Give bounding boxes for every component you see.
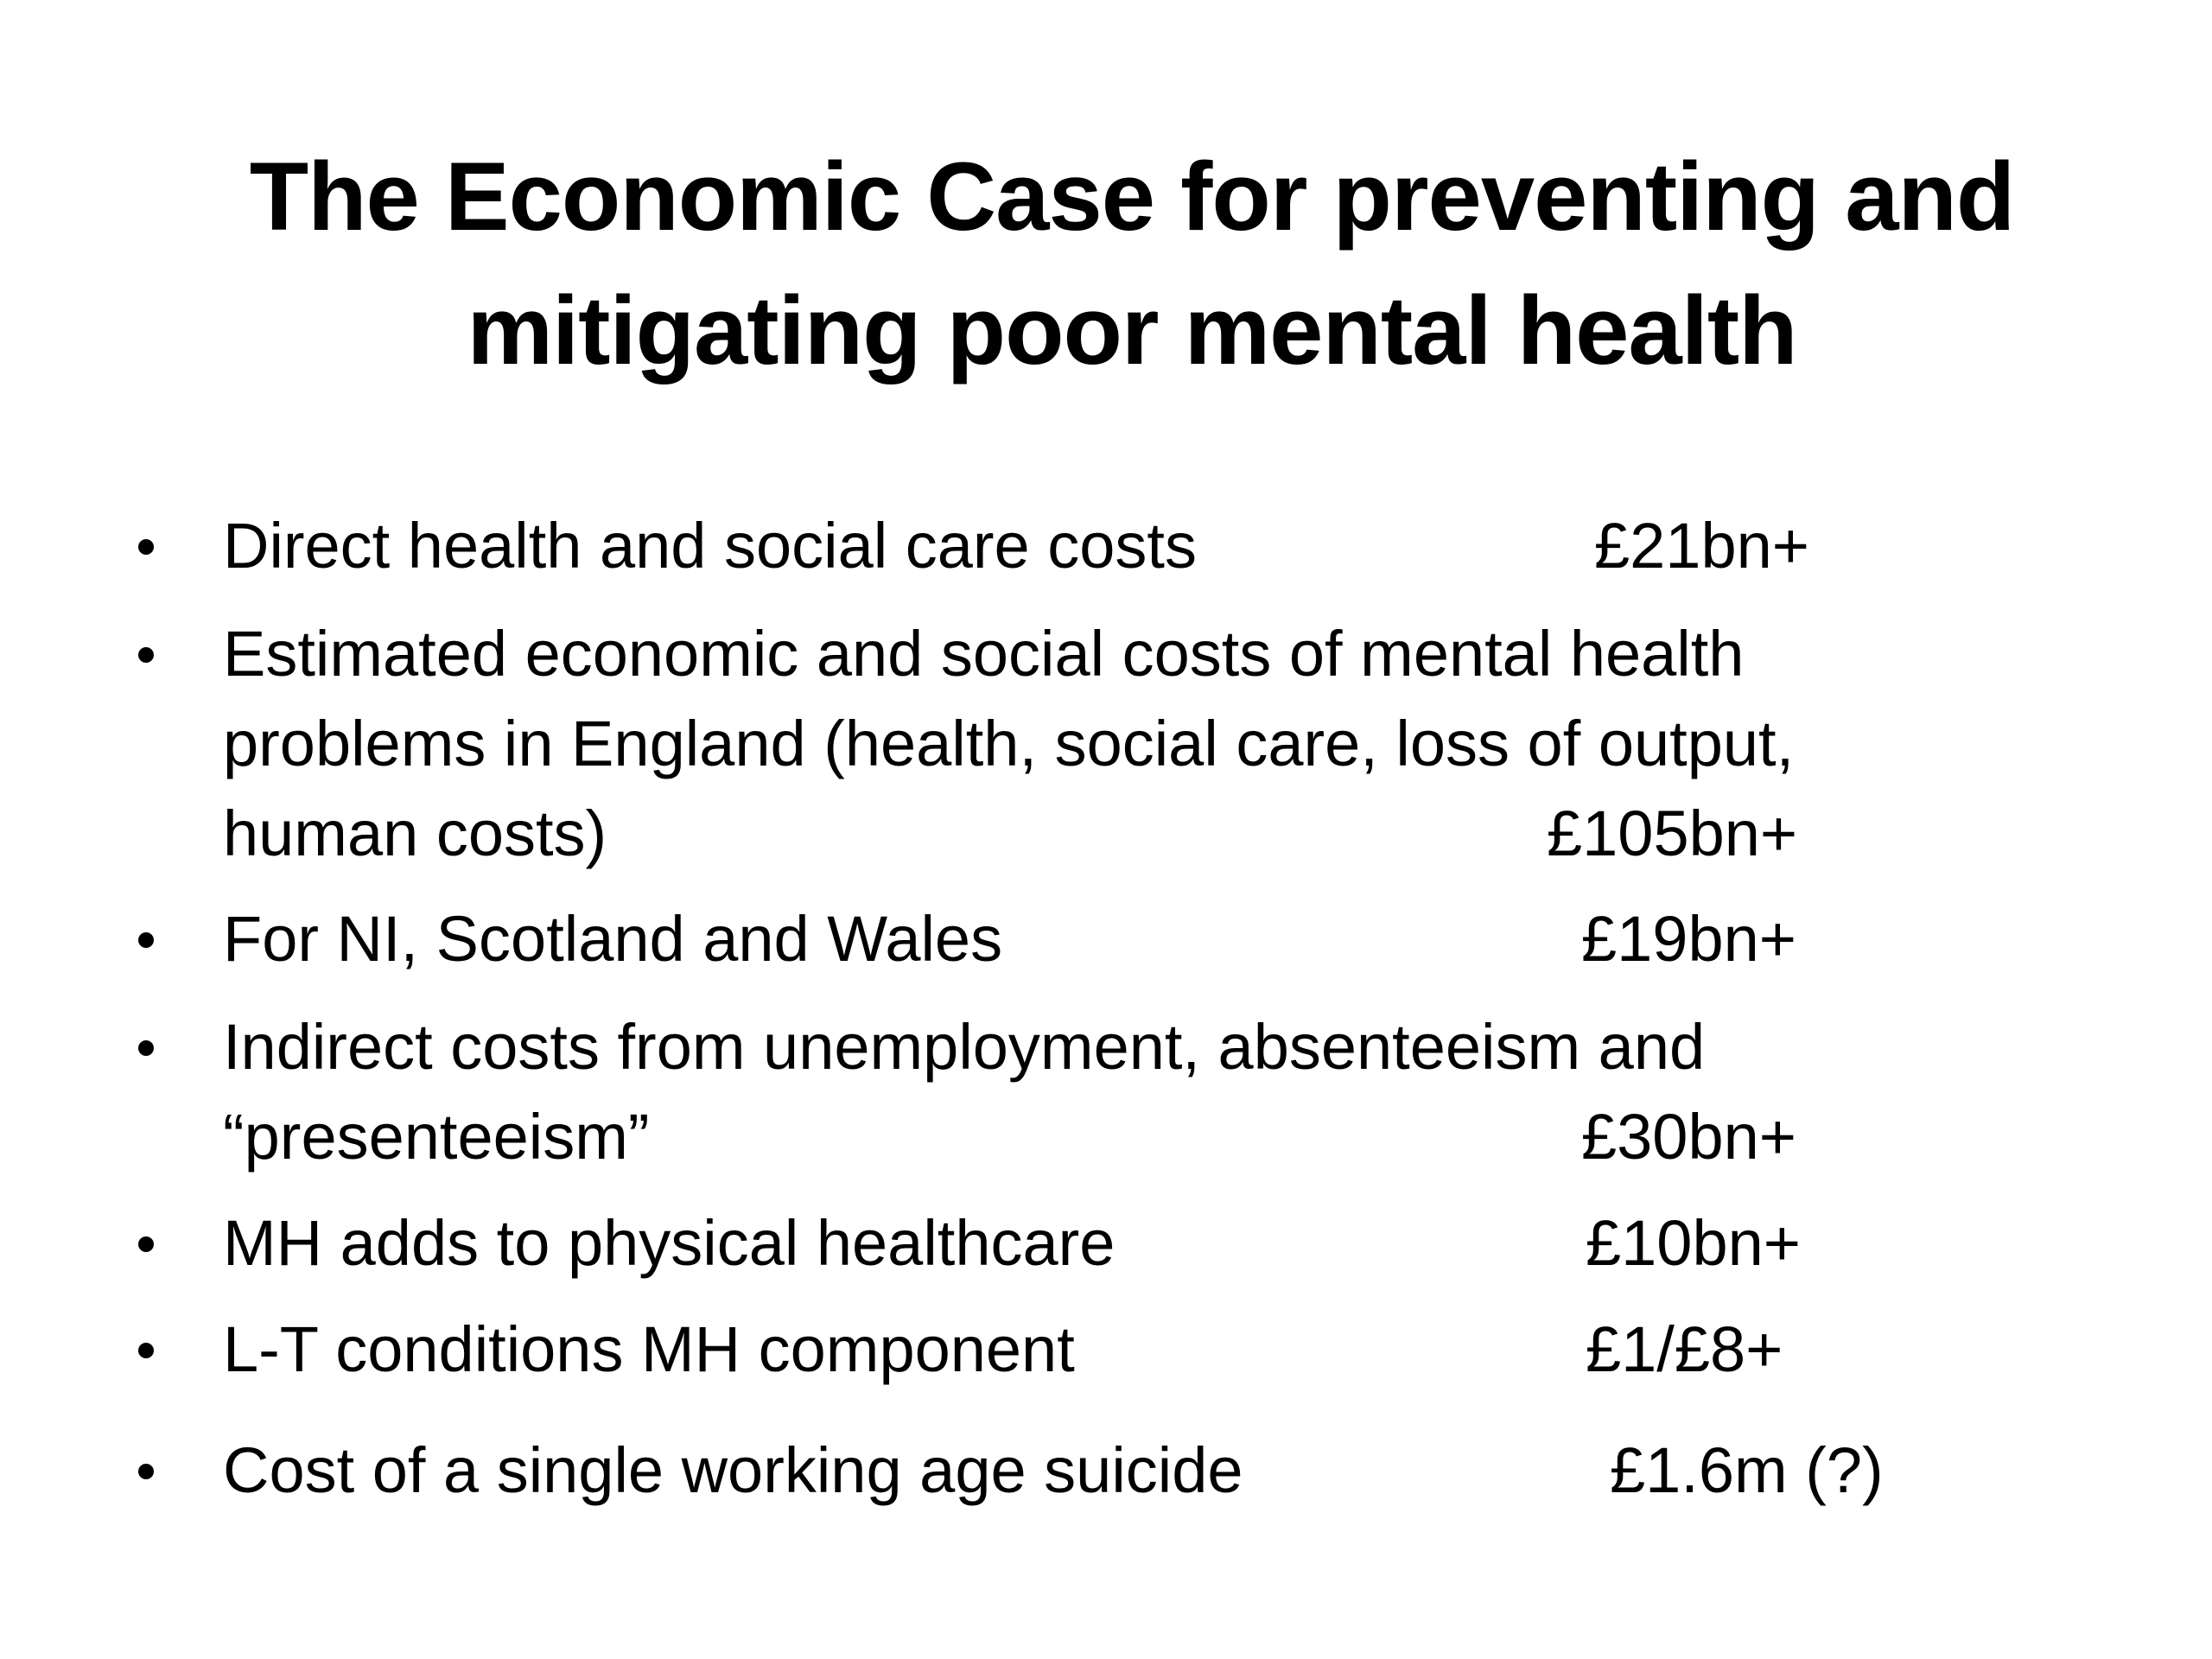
item-text: problems in England (health, social care, loss of output, — [223, 708, 1795, 779]
item-text: human costs) — [223, 798, 607, 869]
item-text: “presenteeism” — [223, 1101, 650, 1173]
item-value: £21bn+ — [1594, 510, 1809, 582]
list-item-england-costs — [130, 609, 2117, 879]
item-text: MH adds to physical healthcare — [223, 1207, 1116, 1279]
item-value: £19bn+ — [1581, 903, 1796, 975]
list-item-ni-scotland-wales — [130, 894, 2117, 984]
item-value: £1.6m (?) — [1610, 1434, 1884, 1506]
list-item-direct-costs — [130, 501, 2117, 591]
item-value: £30bn+ — [1581, 1101, 1796, 1173]
title-line-2: mitigating poor mental health — [467, 276, 1797, 385]
item-text: L-T conditions MH component — [223, 1313, 1075, 1385]
item-value: £105bn+ — [1547, 798, 1798, 869]
list-item-indirect-costs — [130, 1002, 2117, 1182]
item-value: £10bn+ — [1586, 1207, 1801, 1279]
list-item-long-term-conditions — [130, 1305, 2117, 1395]
item-text: Direct health and social care costs — [223, 510, 1197, 582]
title-line-1: The Economic Case for preventing and — [249, 143, 2015, 251]
item-text: Cost of a single working age suicide — [223, 1434, 1243, 1506]
item-text: Indirect costs from unemployment, absenteeism and — [223, 1011, 1706, 1083]
item-value: £1/£8+ — [1586, 1313, 1783, 1385]
item-text: Estimated economic and social costs of mental health — [223, 618, 1745, 690]
list-item-suicide-cost — [130, 1426, 2117, 1516]
list-item-physical-healthcare — [130, 1198, 2117, 1288]
item-text: For NI, Scotland and Wales — [223, 903, 1003, 975]
